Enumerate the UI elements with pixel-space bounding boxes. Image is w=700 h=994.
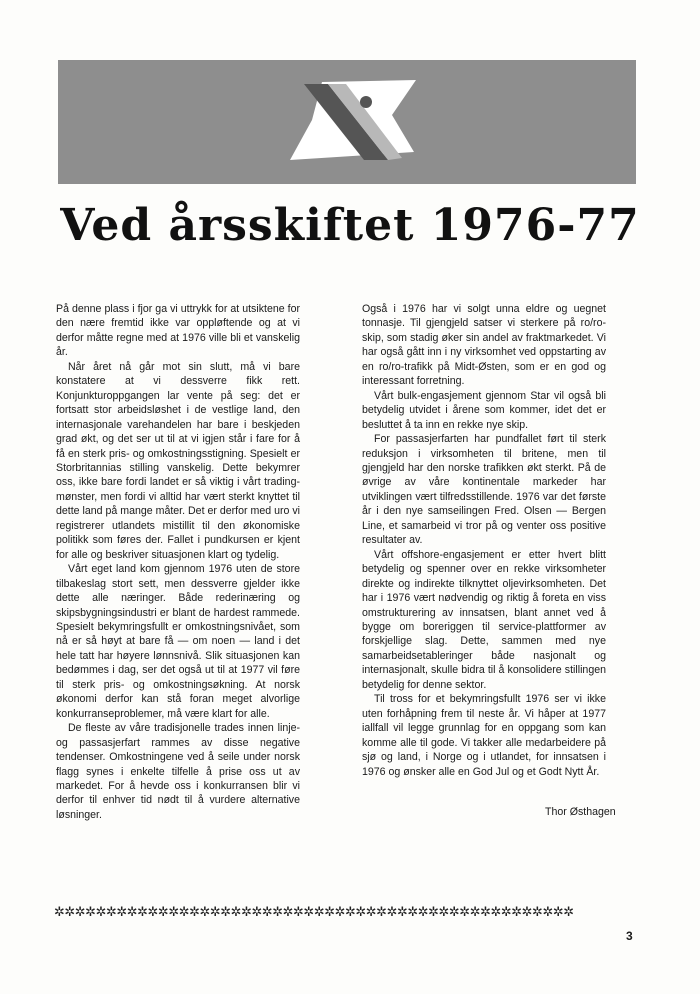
ornament-divider: ✲✲✲✲✲✲✲✲✲✲✲✲✲✲✲✲✲✲✲✲✲✲✲✲✲✲✲✲✲✲✲✲✲✲✲✲✲✲✲✲✲✲✲✲✲✲✲✲✲✲: [54, 905, 574, 920]
page-number: 3: [626, 929, 633, 943]
paragraph: Vårt eget land kom gjennom 1976 uten de store tilbakeslag stort sett, men dessverre gjelder ikke dette alle næringer. Både rederinæring og skipsbygningsindustri er blant de hardest rammede. Spesielt bekymringsfullt er omkostningsnivået, som nå er så høyt at bare få — om noen — land i det hele tatt har høyere lønnsnivå. Slik situasjonen kan bedømmes i dag, ser det også ut til at 1977 vil føre til sterk pris- og omkostningsøkning. At norsk økonomi derfor kan stå foran meget alvorlige konkurranseproblemer, må være klart for alle.: [56, 563, 300, 720]
paragraph: Til tross for et bekymringsfullt 1976 ser vi ikke uten forhåpning frem til neste år. Vi håper at 1977 iallfall vil legge grunnlag for en oppgang som kan komme alle til gode. Vi takker alle medarbeidere på sjø og land, i Norge og i utlandet, for innsatsen i 1976 og ønsker alle en God Jul og et Godt Nytt År.: [362, 693, 606, 778]
paragraph: For passasjerfarten har pundfallet ført til sterk reduksjon i virksomheten til britene, men til gjengjeld har den norske trafikken økt sterkt. På de øvrige av våre kontinentale markeder har utviklingen vært tilfredsstillende. 1976 var det første år i den nye samseilingen Fred. Olsen — Bergen Line, et samarbeid vi tror på og venter oss positive resultater av.: [362, 433, 606, 547]
author-signature: Thor Østhagen: [545, 806, 616, 818]
paragraph: Også i 1976 har vi solgt unna eldre og uegnet tonnasje. Til gjengjeld satser vi sterkere på ro/ro-skip, som stadig øker sin andel av fraktmarkedet. Vi har også gått inn i ny virksomhet ved oppstarting av en ro/ro-trafikk på Midt-Østen, som er en god og interessant forretning.: [362, 303, 606, 388]
paragraph: På denne plass i fjor ga vi uttrykk for at utsiktene for den nære fremtid ikke var oppløftende og at vi derfor måtte regne med at 1976 ville bli et vanskelig år.: [56, 303, 300, 359]
paragraph: De fleste av våre tradisjonelle trades innen linje- og passasjerfart rammes av disse negative tendenser. Omkostningene ved å seile under norsk flagg synes i enkelte tilfelle å prise oss ut av markedet. For å hevde oss i konkurransen blir vi derfor til enhver tid nødt til å vurdere alternative løsninger.: [56, 722, 300, 821]
right-column: [362, 302, 606, 779]
left-column: [56, 302, 300, 822]
paragraph: Når året nå går mot sin slutt, må vi bare konstatere at vi dessverre fikk rett. Konjunkturoppgangen lar vente på seg: det er fortsatt stor arbeidsløshet i de vestlige land, den internasjonale varehandelen har bare i beskjeden grad økt, og det ser ut til at vi igjen står i fare for å få en sterk pris- og omkostningsstigning. Spesielt er Storbritannias stilling vanskelig. Dette bekymrer oss, ikke bare fordi landet er så viktig i vårt trading-mønster, men fordi vi alltid har vært sterkt knyttet til dette land på mange måter. Det er derfor med uro vi registrerer utlandets mistillit til den økonomiske politikk som føres der. Fallet i pundkursen er kjent for alle og beskriver situasjonen klart og tydelig.: [56, 360, 300, 561]
header-banner: [58, 60, 636, 184]
page-title: Ved årsskiftet 1976-77: [60, 200, 640, 251]
flag-logo-icon: [58, 60, 636, 184]
paragraph: Vårt offshore-engasjement er etter hvert blitt betydelig og spenner over en rekke virksomheter direkte og indirekte tilknyttet oljevirksomheten. Det har i 1976 vært nødvendig og riktig å foreta en viss omstrukturering av innsatsen, blant annet ved å bygge om boreriggen til service-plattformer av forskjellige slag. Dette, sammen med nye samarbeidsetableringer både nasjonalt og internasjonalt, skulle bidra til å konsolidere stillingen betydelig for denne sektor.: [362, 548, 606, 691]
paragraph: Vårt bulk-engasjement gjennom Star vil også bli betydelig utvidet i årene som kommer, idet det er besluttet å ta inn en rekke nye skip.: [362, 389, 606, 431]
